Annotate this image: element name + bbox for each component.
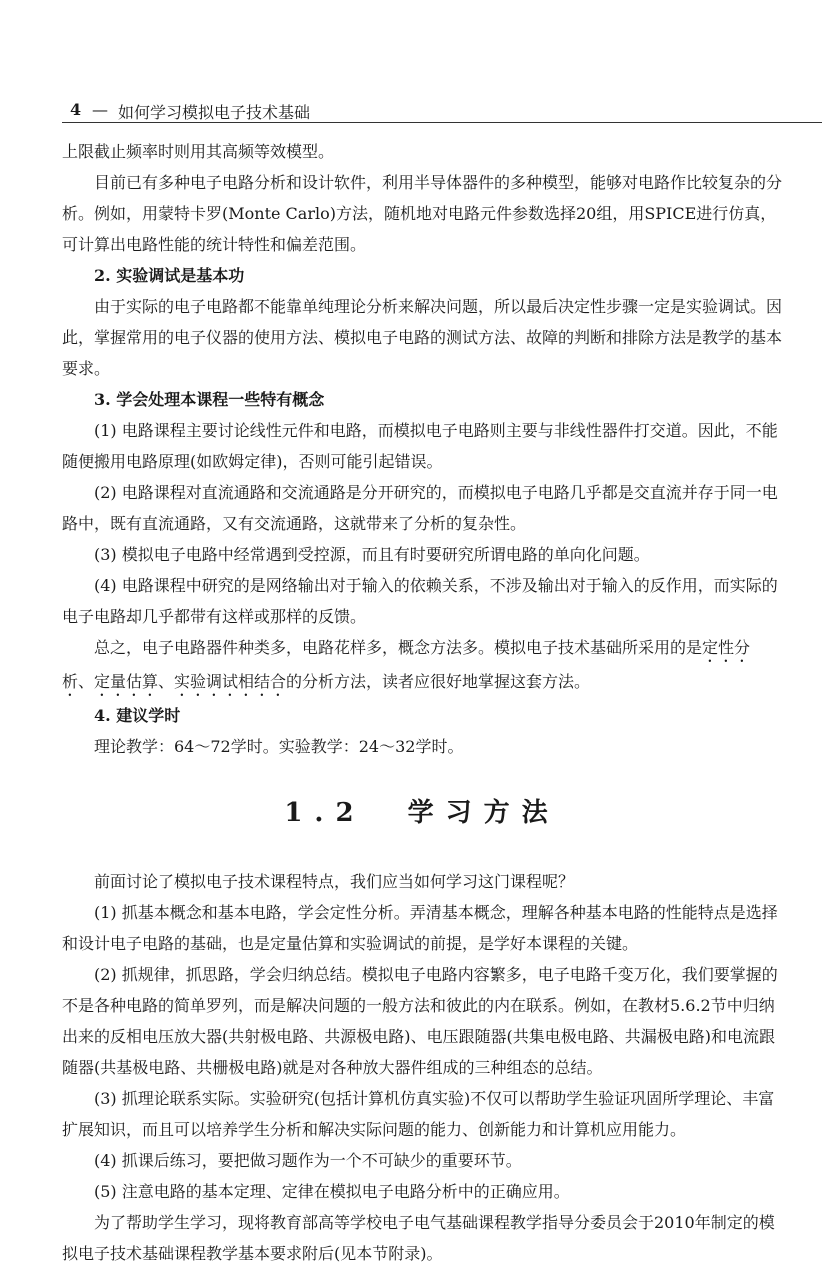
section-number: 1.2 xyxy=(284,798,366,828)
paragraph-hours: 理论教学：64～72学时。实验教学：24～32学时。 xyxy=(94,737,464,756)
paragraph-method-2: (2) 抓规律，抓思路，学会归纳总结。模拟电子电路内容繁多，电子电路千变万化，我们要掌握的不是各种电路的简单罗列，而是解决问题的一般方法和彼此的内在联系。例如，在教材5.6.2节中归纳出来的反相电压放大器(共射极电路、共源极电路)、电压跟随器(共集电极电路、共漏极电路)和电流跟随器(共基极电路、共栅极电路)就是对各种放大器件组成的三种组态的总结。 xyxy=(62,965,778,1077)
heading-experiment: 2. 实验调试是基本功 xyxy=(94,266,245,285)
heading-concepts: 3. 学会处理本课程一些特有概念 xyxy=(94,390,325,409)
page-body xyxy=(62,136,782,1269)
summary-emphasis: 定性分析、定量估算、实验调试相结合 xyxy=(62,638,751,691)
paragraph-continuation: 上限截止频率时则用其高频等效模型。 xyxy=(62,142,335,161)
paragraph-method-1: (1) 抓基本概念和基本电路，学会定性分析。弄清基本概念，理解各种基本电路的性能特点是选择和设计电子电路的基础，也是定量估算和实验调试的前提，是学好本课程的关键。 xyxy=(62,903,778,953)
paragraph-software: 目前已有多种电子电路分析和设计软件，利用半导体器件的多种模型，能够对电路作比较复杂的分析。例如，用蒙特卡罗(Monte Carlo)方法，随机地对电路元件参数选择20组，用SPICE进行仿真，可计算出电路性能的统计特性和偏差范围。 xyxy=(62,173,783,254)
paragraph-method-3: (3) 抓理论联系实际。实验研究(包括计算机仿真实验)不仅可以帮助学生验证巩固所学理论、丰富扩展知识，而且可以培养学生分析和解决实际问题的能力、创新能力和计算机应用能力。 xyxy=(62,1089,775,1139)
paragraph-method-5: (5) 注意电路的基本定理、定律在模拟电子电路分析中的正确应用。 xyxy=(94,1182,570,1201)
paragraph-closing: 为了帮助学生学习，现将教育部高等学校电子电气基础课程教学指导分委员会于2010年制定的模拟电子技术基础课程教学基本要求附后(见本节附录)。 xyxy=(62,1213,775,1263)
paragraph-method-intro: 前面讨论了模拟电子技术课程特点，我们应当如何学习这门课程呢？ xyxy=(94,872,575,891)
summary-text-b: 的分析方法，读者应很好地掌握这套方法。 xyxy=(286,672,591,691)
paragraph-experiment: 由于实际的电子电路都不能靠单纯理论分析来解决问题，所以最后决定性步骤一定是实验调试。因此，掌握常用的电子仪器的使用方法、模拟电子电路的测试方法、故障的判断和排除方法是教学的基本要求。 xyxy=(62,297,783,378)
running-title: 如何学习模拟电子技术基础 xyxy=(118,103,311,122)
paragraph-concept-3: (3) 模拟电子电路中经常遇到受控源，而且有时要研究所谓电路的单向化问题。 xyxy=(94,545,650,564)
paragraph-summary xyxy=(62,632,782,700)
paragraph-concept-1: (1) 电路课程主要讨论线性元件和电路，而模拟电子电路则主要与非线性器件打交道。因此，不能随便搬用电路原理(如欧姆定律)，否则可能引起错误。 xyxy=(62,421,778,471)
header-rule xyxy=(62,122,822,123)
section-name: 学习方法 xyxy=(407,798,560,828)
paragraph-concept-2: (2) 电路课程对直流通路和交流通路是分开研究的，而模拟电子电路几乎都是交直流并存于同一电路中，既有直流通路，又有交流通路，这就带来了分析的复杂性。 xyxy=(62,483,778,533)
section-title xyxy=(62,778,782,848)
paragraph-concept-4: (4) 电路课程中研究的是网络输出对于输入的依赖关系，不涉及输出对于输入的反作用，而实际的电子电路却几乎都带有这样或那样的反馈。 xyxy=(62,576,778,626)
page-number: 4 xyxy=(70,100,82,119)
heading-hours: 4. 建议学时 xyxy=(94,706,181,725)
summary-text-a: 总之，电子电路器件种类多，电路花样多，概念方法多。模拟电子技术基础所采用的是 xyxy=(94,638,703,657)
header-dash: — xyxy=(92,100,108,119)
paragraph-method-4: (4) 抓课后练习，要把做习题作为一个不可缺少的重要环节。 xyxy=(94,1151,522,1170)
